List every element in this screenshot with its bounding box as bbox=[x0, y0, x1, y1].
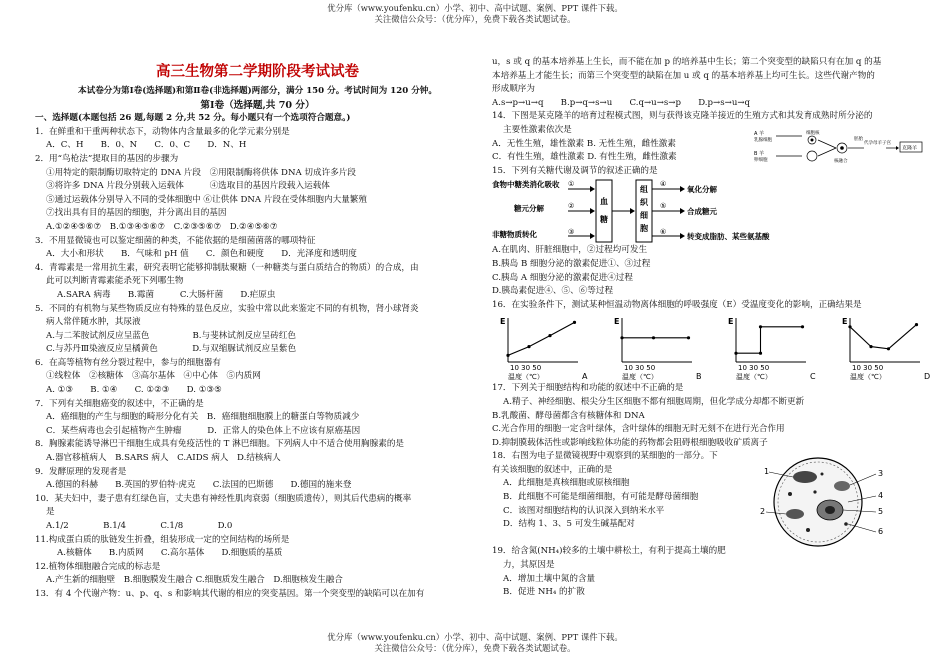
q16-graph-c bbox=[728, 317, 816, 381]
q15-tissue-char-4: 胞 bbox=[640, 224, 648, 234]
q15-left-0: 食物中糖类消化吸收 bbox=[492, 180, 560, 190]
question-line: D．结构 1、3、5 可发生碱基配对 bbox=[503, 519, 635, 530]
q16-point bbox=[620, 337, 623, 340]
question-line: ⑤通过运载体分别导入不同的受体细胞中 ⑥让供体 DNA 片段在受体细胞内大量繁殖 bbox=[46, 194, 367, 205]
q16-point bbox=[848, 326, 851, 329]
q16-point bbox=[887, 348, 890, 351]
question-line: 9．发酵原理的发现者是 bbox=[35, 466, 127, 477]
q15-arrowhead-6 bbox=[680, 233, 685, 239]
q14-ewe: 代孕母羊子宫 bbox=[864, 141, 891, 146]
question-line: 本培养基上才能生长；而第三个突变型的缺陷在加 u 或 q 的基本培养基上均可生长。这些代谢产物的 bbox=[492, 70, 875, 81]
q15-blood-box bbox=[596, 180, 612, 242]
question-line: A.器官移植病人 B.SARS 病人 C.AIDS 病人 D.结核病人 bbox=[46, 453, 281, 464]
q15-tissue-char-1: 组 bbox=[640, 185, 648, 195]
q16-axis-letter: E bbox=[614, 317, 620, 327]
q16-axis-letter: E bbox=[842, 317, 848, 327]
q15-num-3: ③ bbox=[568, 228, 575, 237]
question-line: D.抑制膜载体活性或影响线粒体功能的药物都会阻碍根细胞吸收矿质离子 bbox=[492, 437, 768, 448]
question-line: 病人常伴随水肿，其尿液 bbox=[46, 317, 141, 328]
q16-graph-b bbox=[614, 317, 702, 381]
q16-axis-letter: E bbox=[728, 317, 734, 327]
question-line: 16．在实验条件下，测试某种恒温动物离体细胞的呼吸强度（E）受温度变化的影响，正确结果是 bbox=[492, 299, 862, 310]
q16-point bbox=[801, 326, 804, 329]
q14-a-sheep: A 羊 bbox=[754, 131, 765, 137]
question-line: C．该图对细胞结构的认识深入到纳米水平 bbox=[503, 505, 665, 516]
q16-graph-d bbox=[842, 317, 930, 381]
q14-line-c bbox=[818, 140, 836, 148]
question-line: 4．青霉素是一常用抗生素，研究表明它能够抑制肽聚糖（一种糖类与蛋白质结合的物质）的合成，由 bbox=[35, 262, 419, 273]
left-questions bbox=[35, 126, 480, 602]
q18-organelle-5 bbox=[834, 481, 850, 491]
q15-right-2: 转变成脂肪、某些氨基酸 bbox=[687, 232, 770, 242]
question-line: B.乳酸菌、酵母菌都含有核糖体和 DNA bbox=[492, 410, 645, 421]
question-line: C.与苏丹Ⅲ染液反应呈橘黄色 D.与双缩脲试剂反应呈紫色 bbox=[46, 344, 297, 355]
q15-tissue-label bbox=[640, 184, 651, 233]
question-line: A.在肌肉、肝脏细胞中，②过程均可发生 bbox=[492, 245, 648, 256]
q15-arrowhead-4 bbox=[680, 186, 685, 192]
q15-blood-char-2: 糖 bbox=[600, 215, 608, 225]
q16-graphs bbox=[492, 312, 931, 382]
question-line: ①用特定的限制酶切取特定的 DNA 片段 ②用限制酶将供体 DNA 切成许多片段 bbox=[46, 167, 356, 178]
question-line: A.与二苯胺试剂反应呈蓝色 B.与斐林试剂反应呈砖红色 bbox=[46, 330, 297, 341]
question-line: 18．右图为电子显微镜视野中观察到的某细胞的一部分。下 bbox=[492, 451, 718, 462]
section1-heading: 一、选择题(本题包括 26 题,每题 2 分,共 52 分。每小题只有一个选项符合题意。) bbox=[35, 113, 351, 124]
question-line: A.精子、神经细胞、根尖分生区细胞不都有细胞周期，但化学成分却都不断更新 bbox=[503, 396, 805, 407]
q16-tick-labels: 10 30 50 bbox=[738, 364, 770, 373]
question-line: 此可以判断青霉素能杀死下列哪生物 bbox=[46, 276, 184, 287]
q15-num-1: ① bbox=[568, 180, 575, 189]
question-line: 15．下列有关糖代谢及调节的叙述正确的是 bbox=[492, 165, 658, 176]
header-line-1: 优分库（www.youfenku.cn）小学、初中、高中试题、案例、PPT 课件下载。 bbox=[327, 3, 623, 13]
q16-tick-labels: 10 30 50 bbox=[624, 364, 656, 373]
q15-arrowhead-2 bbox=[590, 208, 595, 214]
question-line: 2．用“鸟枪法”提取目的基因的步骤为 bbox=[35, 153, 179, 164]
q16-tick-labels: 10 30 50 bbox=[852, 364, 884, 373]
q14-embryo: 胚胎 bbox=[854, 137, 863, 142]
question-line: C．有性生殖，雄性激素 D. 有性生殖，雌性激素 bbox=[492, 152, 677, 163]
question-line: 14．下图是某克隆羊的培育过程模式图，则与获得该克隆羊接近的生殖方式和其发育成熟时所分泌的 bbox=[492, 111, 873, 122]
q15-left-1: 糖元分解 bbox=[514, 204, 544, 214]
q15-diagram bbox=[492, 178, 922, 244]
q14-mammary: 乳腺细胞 bbox=[754, 138, 772, 143]
question-line: A.①②④⑤⑥⑦ B.①③④⑤⑥⑦ C.②③⑤⑥⑦ D.②④⑤⑥⑦ bbox=[46, 221, 278, 232]
q16-x-label: 温度（℃） bbox=[736, 373, 772, 382]
question-line: A．C、H B．0、N C．0、C D．N、H bbox=[46, 140, 247, 151]
q16-point bbox=[506, 354, 509, 357]
q16-curve bbox=[736, 327, 803, 353]
question-line: 6．在高等植物有丝分裂过程中，参与的细胞器有 bbox=[35, 357, 221, 368]
q16-option-letter: A bbox=[582, 372, 588, 382]
q16-point bbox=[548, 334, 551, 337]
question-line: C.胰岛 A 细胞分泌的激素促进④过程 bbox=[492, 272, 633, 283]
question-line: A．增加土壤中氮的含量 bbox=[503, 573, 596, 584]
q18-label-4: 4 bbox=[878, 491, 884, 500]
question-line: A.s→p→u→q B.p→q→s→u C.q→u→s→p D.p→s→u→q bbox=[492, 97, 751, 108]
question-line: B．促进 NH₄ 的扩散 bbox=[503, 587, 585, 598]
q15-left-2: 非糖物质转化 bbox=[492, 230, 537, 240]
q18-organelle-3 bbox=[825, 506, 835, 514]
q18-label-1: 1 bbox=[764, 467, 770, 476]
question-line: 有关该细胞的叙述中，正确的是 bbox=[492, 464, 613, 475]
question-line: C．某些病毒也会引起植物产生肿瘤 D．正常人的染色体上不应该有原癌基因 bbox=[46, 425, 361, 436]
q18-organelle-1 bbox=[793, 471, 817, 483]
page-footer bbox=[0, 632, 950, 654]
question-line: C.光合作用的细胞一定含叶绿体，含叶绿体的细胞无时无刻不在进行光合作用 bbox=[492, 424, 785, 435]
q14-lamb: 克隆羊 bbox=[902, 145, 918, 152]
q16-point bbox=[759, 326, 762, 329]
q15-arrowhead-1 bbox=[590, 186, 595, 192]
q16-x-label: 温度（℃） bbox=[622, 373, 658, 382]
question-line: ⑦找出具有目的基因的细胞，并分离出目的基因 bbox=[46, 208, 227, 219]
right-questions-mid bbox=[492, 244, 922, 312]
q16-axis-letter: E bbox=[500, 317, 506, 327]
q18-label-2: 2 bbox=[760, 507, 766, 516]
q16-point bbox=[687, 337, 690, 340]
question-line: A.德国的科赫 B.英国的罗伯特·虎克 C.法国的巴斯德 D.德国的施来登 bbox=[46, 480, 352, 491]
footer-line-1: 优分库（www.youfenku.cn）小学、初中、高中试题、案例、PPT 课件下载。 bbox=[327, 632, 623, 642]
question-line: A.产生新的细胞壁 B.细胞膜发生融合 C.细胞质发生融合 D.细胞核发生融合 bbox=[46, 575, 343, 586]
q18-dot-c bbox=[806, 528, 810, 532]
question-line: B．此细胞不可能是细菌细胞，有可能是酵母菌细胞 bbox=[503, 492, 699, 503]
question-line: 7．下列有关细胞癌变的叙述中，不正确的是 bbox=[35, 398, 204, 409]
q14-cell-b bbox=[807, 151, 817, 161]
q14-arrowhead bbox=[896, 146, 899, 150]
question-line: A．无性生殖，雄性激素 B. 无性生殖，雌性激素 bbox=[492, 138, 676, 149]
q16-point bbox=[759, 352, 762, 355]
q16-tick-labels: 10 30 50 bbox=[510, 364, 542, 373]
footer-line-2: 关注微信公众号：（优分库），免费下载各类试题试卷。 bbox=[374, 643, 576, 653]
question-line: 10．某夫妇中，妻子患有红绿色盲，丈夫患有神经性肌肉衰弱（细胞质遗传），则其后代患病的概率 bbox=[35, 493, 412, 504]
q16-point bbox=[869, 345, 872, 348]
q18-dot-a bbox=[788, 492, 792, 496]
q15-right-0: 氧化分解 bbox=[687, 185, 717, 195]
question-line: 8．胸腺素能诱导淋巴干细胞生成具有免疫活性的 T 淋巴细胞。下列病人中不适合使用胸腺素的是 bbox=[35, 439, 405, 450]
q15-tissue-char-3: 细 bbox=[640, 211, 648, 221]
q15-blood-char-1: 血 bbox=[600, 197, 608, 207]
q14-clone-diagram bbox=[754, 126, 924, 166]
question-line: 力，其原因是 bbox=[503, 560, 555, 571]
part1-heading: 第Ⅰ卷（选择题,共 70 分） bbox=[200, 99, 315, 111]
question-line: 5．不同的有机物与某些物质反应有特殊的显色反应，实验中常以此来鉴定不同的有机物，肾小球肾炎 bbox=[35, 303, 419, 314]
q14-nucleus-a bbox=[811, 139, 814, 142]
q14-fusion: 核融合 bbox=[834, 159, 848, 164]
q15-arrowhead-5 bbox=[680, 208, 685, 214]
q18-organelle-4 bbox=[786, 509, 804, 519]
q15-num-4: ④ bbox=[660, 180, 667, 189]
q15-blood-label bbox=[600, 196, 611, 224]
q16-graph-a bbox=[500, 317, 588, 381]
q18-label-6: 6 bbox=[878, 527, 884, 536]
question-line: 11.构成蛋白质的肽链发生折叠，组装形成一定的空间结构的场所是 bbox=[35, 534, 290, 545]
question-line: 形成顺序为 bbox=[492, 84, 535, 95]
q18-label-3: 3 bbox=[878, 469, 884, 478]
question-line: ①线粒体 ②核糖体 ③高尔基体 ④中心体 ⑤内质网 bbox=[46, 371, 261, 382]
q16-point bbox=[734, 352, 737, 355]
question-line: 19．给含氮(NH₄)较多的土壤中耕松土，有利于提高土壤的肥 bbox=[492, 546, 726, 557]
left-column bbox=[35, 56, 480, 602]
q14-b-sheep: B 羊 bbox=[754, 151, 765, 157]
q18-dot-d bbox=[844, 522, 848, 526]
q16-point bbox=[915, 323, 918, 326]
q15-svg bbox=[492, 178, 792, 244]
q14-cell-nucleus: 细胞核 bbox=[806, 131, 820, 136]
q16-option-letter: B bbox=[696, 372, 702, 382]
exam-title: 高三生物第二学期阶段考试试卷 bbox=[156, 63, 359, 80]
question-line: 12.植物体细胞融合完成的标志是 bbox=[35, 561, 161, 572]
question-line: 是 bbox=[46, 507, 55, 518]
q16-curve bbox=[508, 323, 575, 356]
q16-option-letter: C bbox=[810, 372, 816, 382]
q16-option-letter: D bbox=[924, 372, 931, 382]
question-line: 3．不用显微镜也可以鉴定细菌的种类，不能依据的是细菌菌落的哪项特征 bbox=[35, 235, 316, 246]
q15-num-6: ⑥ bbox=[660, 228, 667, 237]
q16-point bbox=[652, 337, 655, 340]
question-line: A.核糖体 B.内质网 C.高尔基体 D.细胞质的基质 bbox=[57, 548, 283, 559]
q16-point bbox=[573, 321, 576, 324]
q14-egg: 卵细胞 bbox=[754, 158, 768, 163]
question-line: u，s 或 q 的基本培养基上生长，而不能在加 p 的培养基中生长；第二个突变型的缺陷只有在加 q 的基 bbox=[492, 57, 882, 67]
q16-point bbox=[527, 345, 530, 348]
question-line: ③将许多 DNA 片段分别载入运载体 ④选取目的基因片段载入运载体 bbox=[46, 181, 330, 192]
question-line: A. ①③ B. ①④ C. ①②③ D. ①③⑤ bbox=[46, 385, 222, 396]
q15-tissue-char-2: 织 bbox=[640, 198, 648, 208]
q15-right-1: 合成糖元 bbox=[687, 207, 717, 217]
q16-x-label: 温度（℃） bbox=[508, 373, 544, 382]
question-line: 主要性激素依次是 bbox=[503, 124, 572, 135]
q18-dot-b bbox=[813, 490, 816, 493]
exam-intro: 本试卷分为第Ⅰ卷(选择题)和第Ⅱ卷(非选择题)两部分，满分 150 分。考试时间为 120 分钟。 bbox=[78, 86, 437, 96]
q15-num-5: ⑤ bbox=[660, 202, 667, 211]
header-line-2: 关注微信公众号：（优分库），免费下载各类试题试卷。 bbox=[374, 14, 576, 24]
q18-cell-diagram bbox=[760, 452, 895, 552]
q15-arrowhead-mid bbox=[630, 208, 635, 214]
page-header bbox=[0, 3, 950, 25]
question-line: D.胰岛素促进④、⑤、⑥等过程 bbox=[492, 286, 614, 297]
question-line: A．大小和形状 B．气味和 pH 值 C．颜色和硬度 D．光泽度和透明度 bbox=[46, 249, 357, 260]
q18-label-5: 5 bbox=[878, 507, 884, 516]
question-line: B.胰岛 B 细胞分泌的激素促进①、③过程 bbox=[492, 258, 651, 269]
q14-fused-nucleus bbox=[840, 146, 844, 150]
q15-arrowhead-3 bbox=[590, 233, 595, 239]
q16-curve bbox=[850, 325, 917, 349]
question-line: 1．在鲜重和干重两种状态下，动物体内含量最多的化学元素分别是 bbox=[35, 126, 290, 137]
question-line: A.1/2 B.1/4 C.1/8 D.0 bbox=[46, 521, 233, 531]
question-line: 13．有 4 个代谢产物：u、p、q、s 和影响其代谢的相应的突变基因。第一个突变型的缺陷可以在加有 bbox=[35, 588, 425, 599]
question-line: A．癌细胞的产生与细胞的畸形分化有关 B．癌细胞细胞膜上的糖蛋白等物质减少 bbox=[46, 412, 360, 423]
question-line: A.SARA 病毒 B.霉菌 C.大肠杆菌 D.疟原虫 bbox=[57, 289, 276, 300]
question-line: 17．下列关于细胞结构和功能的叙述中不正确的是 bbox=[492, 383, 684, 394]
q15-num-2: ② bbox=[568, 202, 575, 211]
q16-x-label: 温度（℃） bbox=[850, 373, 886, 382]
q18-dot-e bbox=[821, 473, 824, 476]
q14-line-d bbox=[818, 148, 836, 156]
q16-svg bbox=[492, 312, 931, 382]
question-line: A．此细胞是真核细胞或原核细胞 bbox=[503, 478, 630, 489]
